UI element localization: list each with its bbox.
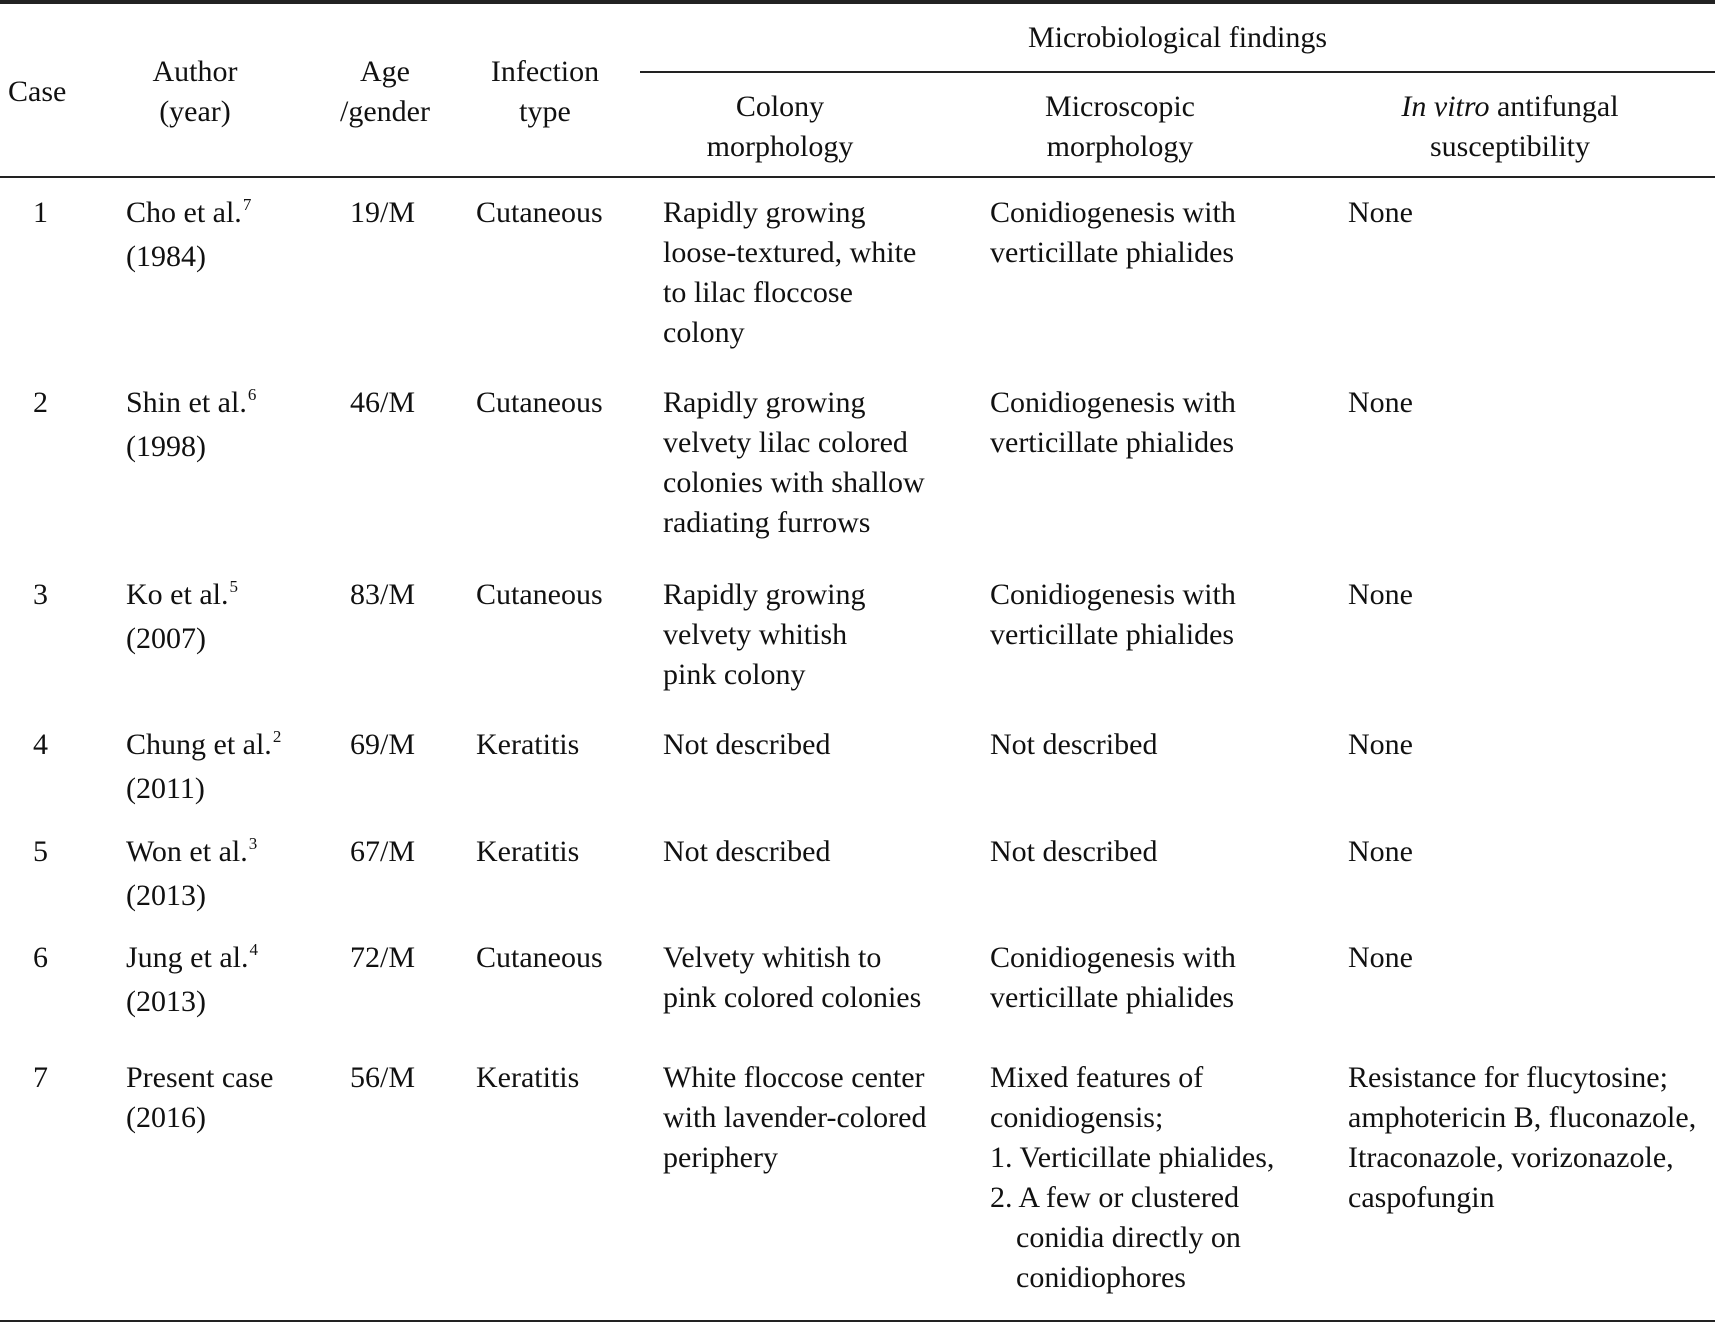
- microscopic-line: Conidiogenesis with: [990, 386, 1236, 419]
- reference-superscript: 5: [229, 577, 238, 596]
- colony-line: velvety lilac colored: [663, 426, 908, 459]
- microscopic-line: conidia directly on: [1016, 1221, 1241, 1254]
- cell-author: [126, 575, 238, 659]
- cell-age-gender: 56/M: [350, 1061, 416, 1094]
- susceptibility-line: Resistance for flucytosine;: [1348, 1061, 1668, 1094]
- cell-microscopic-morphology: [990, 938, 1236, 1018]
- cell-infection-type: Cutaneous: [476, 196, 603, 229]
- author-year: (2016): [126, 1101, 206, 1134]
- header-microscopic-morphology: Microscopic morphology: [1045, 90, 1195, 163]
- cell-infection-type: Cutaneous: [476, 578, 603, 611]
- header-age: Age /gender: [340, 55, 430, 128]
- microscopic-line: verticillate phialides: [990, 981, 1235, 1014]
- cell-susceptibility: [1348, 383, 1413, 423]
- cell-author: [126, 938, 258, 1022]
- colony-line: Rapidly growing: [663, 578, 866, 611]
- colony-line: to lilac floccose: [663, 276, 853, 309]
- author-text: Chung et al.: [126, 728, 272, 761]
- microscopic-line: Mixed features of: [990, 1061, 1204, 1094]
- cell-age-gender: 19/M: [350, 196, 416, 229]
- colony-line: with lavender-colored: [663, 1101, 927, 1134]
- microscopic-line: 2. A few or clustered: [990, 1181, 1240, 1214]
- cell-colony-morphology: [663, 938, 921, 1018]
- cell-susceptibility: [1348, 832, 1413, 872]
- header-colony-morphology: Colony morphology: [706, 90, 854, 163]
- cell-infection-type: Keratitis: [476, 1061, 580, 1094]
- susceptibility-line: None: [1348, 728, 1413, 761]
- reference-superscript: 4: [249, 940, 258, 959]
- header-case: Case: [8, 75, 67, 108]
- susceptibility-line: None: [1348, 196, 1413, 229]
- cell-author: [126, 193, 251, 277]
- cell-author: [126, 383, 256, 467]
- cell-infection-type: Keratitis: [476, 835, 580, 868]
- author-text: Shin et al.: [126, 386, 247, 419]
- author-year: (1998): [126, 430, 206, 463]
- cell-age-gender: 67/M: [350, 835, 416, 868]
- cell-microscopic-morphology: [990, 575, 1236, 655]
- microscopic-line: 1. Verticillate phialides,: [990, 1141, 1275, 1174]
- table-bottom-rule: [0, 1320, 1715, 1322]
- cell-age-gender: 69/M: [350, 728, 416, 761]
- colony-line: colonies with shallow: [663, 466, 925, 499]
- susceptibility-line: caspofungin: [1348, 1181, 1495, 1214]
- colony-line: Not described: [663, 835, 831, 868]
- colony-line: pink colony: [663, 658, 806, 691]
- header-infection-type: Infection type: [490, 55, 600, 128]
- cell-infection-type: Cutaneous: [476, 386, 603, 419]
- susceptibility-line: Itraconazole, vorizonazole,: [1348, 1141, 1674, 1174]
- colony-line: Rapidly growing: [663, 386, 866, 419]
- cell-colony-morphology: [663, 193, 916, 353]
- cell-case: 2: [33, 386, 48, 419]
- colony-line: loose-textured, white: [663, 236, 917, 269]
- colony-line: pink colored colonies: [663, 981, 922, 1014]
- cell-age-gender: 72/M: [350, 941, 416, 974]
- author-name: [126, 938, 258, 982]
- cell-infection-type: Cutaneous: [476, 941, 603, 974]
- header-susceptibility: In vitro antifungal susceptibility: [1401, 90, 1619, 163]
- author-year: (2013): [126, 985, 206, 1018]
- author-name: [126, 832, 257, 876]
- header-author: Author (year): [152, 55, 238, 128]
- microscopic-line: verticillate phialides: [990, 426, 1235, 459]
- cell-author: [126, 1058, 273, 1138]
- colony-line: colony: [663, 316, 745, 349]
- colony-line: periphery: [663, 1141, 778, 1174]
- colony-line: Rapidly growing: [663, 196, 866, 229]
- cell-colony-morphology: [663, 725, 830, 765]
- susceptibility-line: None: [1348, 941, 1413, 974]
- author-text: Cho et al.: [126, 196, 242, 229]
- colony-line: velvety whitish: [663, 618, 848, 651]
- microscopic-line: Conidiogenesis with: [990, 941, 1236, 974]
- cell-author: [126, 725, 281, 809]
- microscopic-line: verticillate phialides: [990, 236, 1235, 269]
- cell-microscopic-morphology: [990, 193, 1236, 273]
- cell-microscopic-morphology: [990, 832, 1157, 872]
- cell-colony-morphology: [663, 1058, 926, 1178]
- cell-colony-morphology: [663, 832, 830, 872]
- author-text: Present case: [126, 1061, 274, 1094]
- header-microbiological-findings: Microbiological findings: [1027, 21, 1328, 54]
- susceptibility-line: None: [1348, 578, 1413, 611]
- cell-case: 6: [33, 941, 48, 974]
- reference-superscript: 3: [248, 834, 258, 853]
- cell-case: 3: [33, 578, 48, 611]
- author-name: [126, 725, 281, 769]
- cell-case: 1: [33, 196, 48, 229]
- author-year: (2007): [126, 622, 206, 655]
- colony-line: radiating furrows: [663, 506, 871, 539]
- author-name: [126, 1058, 273, 1098]
- author-text: Jung et al.: [126, 941, 249, 974]
- cell-case: 7: [33, 1061, 48, 1094]
- microscopic-line: Conidiogenesis with: [990, 196, 1236, 229]
- cell-infection-type: Keratitis: [476, 728, 580, 761]
- table-top-rule: [0, 0, 1715, 4]
- author-name: [126, 575, 238, 619]
- microscopic-line: verticillate phialides: [990, 618, 1235, 651]
- cell-susceptibility: [1348, 575, 1413, 615]
- microscopic-line: conidiogensis;: [990, 1101, 1164, 1134]
- author-year: (1984): [126, 240, 206, 273]
- colony-line: Velvety whitish to: [663, 941, 882, 974]
- cell-colony-morphology: [663, 383, 925, 543]
- reference-superscript: 2: [272, 727, 282, 746]
- cell-susceptibility: [1348, 193, 1413, 233]
- cell-microscopic-morphology: [990, 725, 1157, 765]
- reference-superscript: 7: [242, 195, 252, 214]
- cell-age-gender: 46/M: [350, 386, 416, 419]
- cell-case: 4: [33, 728, 48, 761]
- microscopic-line: Not described: [990, 835, 1158, 868]
- author-name: [126, 383, 256, 427]
- colony-line: White floccose center: [663, 1061, 925, 1094]
- reference-superscript: 6: [247, 385, 257, 404]
- susceptibility-line: amphotericin B, fluconazole,: [1348, 1101, 1697, 1134]
- cell-author: [126, 832, 257, 916]
- susceptibility-line: None: [1348, 835, 1413, 868]
- author-name: [126, 193, 251, 237]
- microscopic-line: conidiophores: [1016, 1261, 1186, 1294]
- colony-line: Not described: [663, 728, 831, 761]
- susceptibility-line: None: [1348, 386, 1413, 419]
- author-year: (2011): [126, 772, 205, 805]
- microscopic-line: Not described: [990, 728, 1158, 761]
- cell-microscopic-morphology: [990, 1058, 1274, 1298]
- cell-case: 5: [33, 835, 48, 868]
- cell-susceptibility: [1348, 1058, 1696, 1218]
- cell-susceptibility: [1348, 938, 1413, 978]
- group-header-rule: [640, 71, 1715, 73]
- cell-colony-morphology: [663, 575, 866, 695]
- author-year: (2013): [126, 879, 206, 912]
- cell-susceptibility: [1348, 725, 1413, 765]
- cell-microscopic-morphology: [990, 383, 1236, 463]
- cell-age-gender: 83/M: [350, 578, 416, 611]
- author-text: Ko et al.: [126, 578, 229, 611]
- microscopic-line: Conidiogenesis with: [990, 578, 1236, 611]
- header-bottom-rule: [0, 176, 1715, 178]
- author-text: Won et al.: [126, 835, 248, 868]
